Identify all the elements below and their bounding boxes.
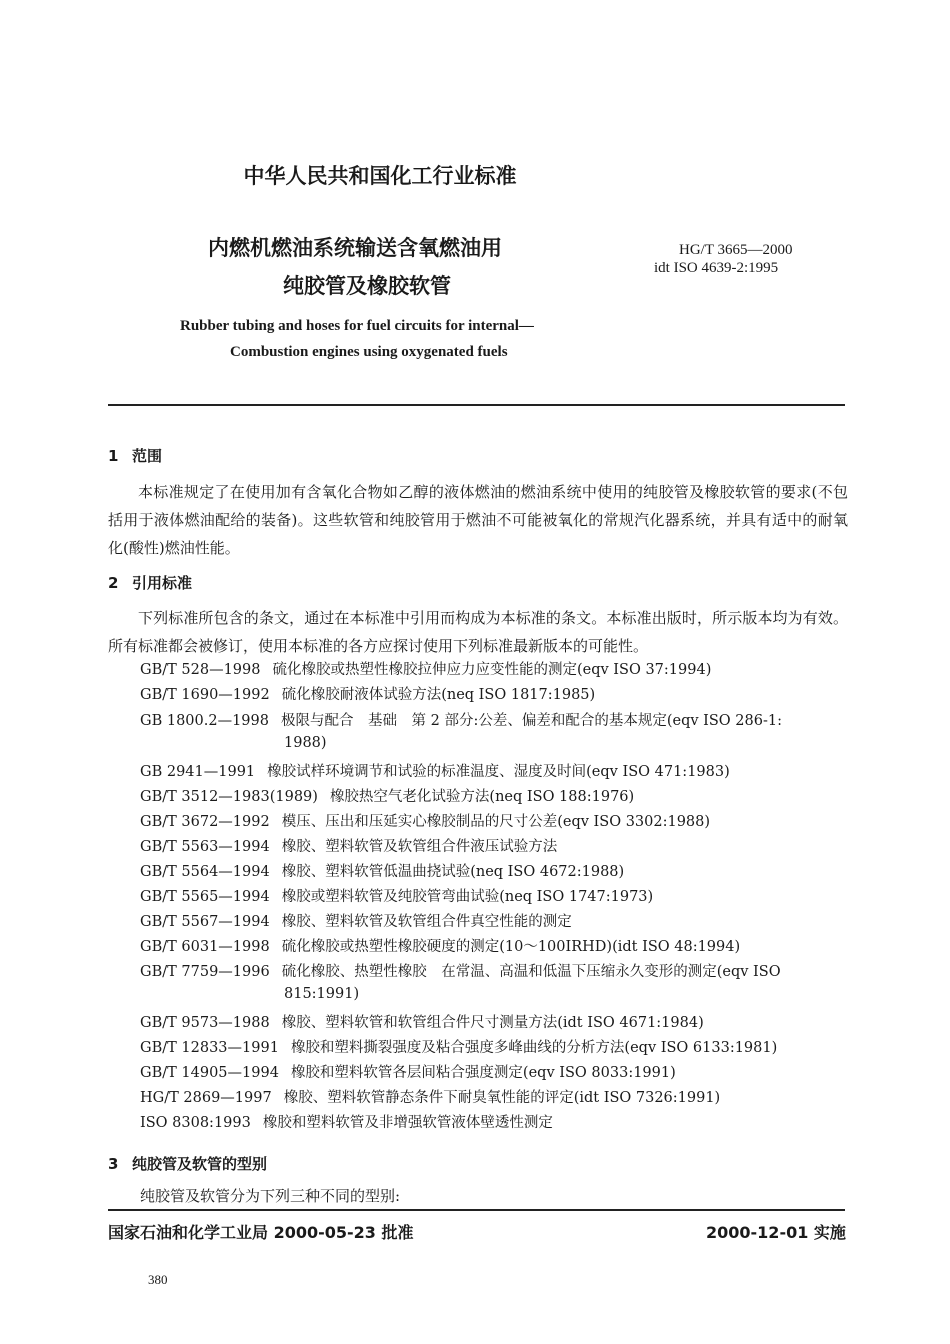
reference-title: 橡胶试样环境调节和试验的标准温度、湿度及时间(eqv ISO 471:1983) <box>267 764 730 780</box>
reference-item <box>140 910 572 931</box>
section-2-heading <box>108 572 192 593</box>
approval-line: 国家石油和化学工业局 2000-05-23 批准 <box>108 1223 414 1242</box>
reference-code: GB/T 3672—1992 <box>140 814 270 830</box>
reference-item <box>140 1061 676 1082</box>
standard-title-line-2: 纯胶管及橡胶软管 <box>283 274 451 298</box>
reference-code: HG/T 2869—1997 <box>140 1090 272 1106</box>
issuing-body-title: 中华人民共和国化工行业标准 <box>243 164 517 188</box>
section-2-body <box>108 604 848 660</box>
footer-divider <box>108 1209 845 1211</box>
reference-title: 硫化橡胶或热塑性橡胶拉伸应力应变性能的测定(eqv ISO 37:1994) <box>272 662 712 678</box>
reference-item <box>140 1086 720 1107</box>
reference-title: 硫化橡胶耐液体试验方法(neq ISO 1817:1985) <box>281 687 596 703</box>
reference-title: 模压、压出和压延实心橡胶制品的尺寸公差(eqv ISO 3302:1988) <box>281 814 711 830</box>
reference-title: 硫化橡胶、热塑性橡胶 在常温、高温和低温下压缩永久变形的测定(eqv ISO <box>281 964 781 980</box>
reference-title: 橡胶、塑料软管和软管组合件尺寸测量方法(idt ISO 4671:1984) <box>281 1015 704 1031</box>
reference-title: 硫化橡胶或热塑性橡胶硬度的测定(10～100IRHD)(idt ISO 48:1994) <box>281 939 741 955</box>
section-3-heading <box>108 1153 267 1174</box>
reference-item <box>140 860 624 881</box>
reference-code: GB/T 5564—1994 <box>140 864 270 880</box>
reference-code: GB/T 5565—1994 <box>140 889 270 905</box>
reference-title: 极限与配合 基础 第 2 部分:公差、偏差和配合的基本规定(eqv ISO 286-1: <box>281 713 782 729</box>
reference-item <box>140 885 653 906</box>
reference-code: GB/T 528—1998 <box>140 662 261 678</box>
section-1-body <box>108 478 848 562</box>
reference-title: 橡胶、塑料软管及软管组合件真空性能的测定 <box>281 914 572 930</box>
reference-title: 橡胶、塑料软管及软管组合件液压试验方法 <box>281 839 558 855</box>
section-2-text: 下列标准所包含的条文，通过在本标准中引用而构成为本标准的条文。本标准出版时，所示版本均为有效。所有标准都会被修订，使用本标准的各方应探讨使用下列标准最新版本的可能性。 <box>108 609 848 655</box>
reference-item <box>140 935 740 956</box>
reference-item <box>140 760 730 781</box>
section-1-heading <box>108 445 162 466</box>
reference-code: GB/T 12833—1991 <box>140 1040 279 1056</box>
section-1-number: 1 <box>108 447 119 465</box>
reference-code: GB/T 1690—1992 <box>140 687 270 703</box>
standard-equivalence: idt ISO 4639-2:1995 <box>654 260 779 276</box>
reference-item <box>140 1111 553 1132</box>
page-number: 380 <box>148 1272 168 1287</box>
reference-item <box>140 785 634 806</box>
section-3-number: 3 <box>108 1155 119 1173</box>
reference-continuation: 815:1991) <box>284 986 360 1002</box>
reference-code: GB/T 14905—1994 <box>140 1065 279 1081</box>
reference-title: 橡胶和塑料软管及非增强软管液体壁透性测定 <box>262 1115 553 1131</box>
reference-title: 橡胶热空气老化试验方法(neq ISO 188:1976) <box>329 789 635 805</box>
reference-item <box>140 1036 777 1057</box>
standard-code: HG/T 3665—2000 <box>679 242 793 258</box>
reference-title: 橡胶、塑料软管低温曲挠试验(neq ISO 4672:1988) <box>281 864 625 880</box>
section-1-text: 本标准规定了在使用加有含氧化合物如乙醇的液体燃油的燃油系统中使用的纯胶管及橡胶软管的要求(不包括用于液体燃油配给的装备)。这些软管和纯胶管用于燃油不可能被氧化的常规汽化器系统，并具有适中的耐氧化(酸性)燃油性能。 <box>108 483 848 557</box>
reference-code: GB 2941—1991 <box>140 764 256 780</box>
reference-title: 橡胶或塑料软管及纯胶管弯曲试验(neq ISO 1747:1973) <box>281 889 654 905</box>
section-1-title: 范围 <box>132 447 163 465</box>
english-title-line-1: Rubber tubing and hoses for fuel circuits for internal— <box>180 318 534 334</box>
reference-code: GB/T 6031—1998 <box>140 939 270 955</box>
english-title-line-2: Combustion engines using oxygenated fuels <box>230 344 508 360</box>
reference-code: ISO 8308:1993 <box>140 1115 251 1131</box>
reference-code: GB/T 3512—1983(1989) <box>140 789 318 805</box>
reference-item <box>140 1011 704 1032</box>
reference-item <box>140 658 711 679</box>
reference-code: GB/T 9573—1988 <box>140 1015 270 1031</box>
reference-item <box>140 810 710 831</box>
standard-title-line-1: 内燃机燃油系统输送含氧燃油用 <box>208 236 502 260</box>
reference-continuation: 1988) <box>284 735 327 751</box>
reference-title: 橡胶和塑料软管各层间粘合强度测定(eqv ISO 8033:1991) <box>290 1065 676 1081</box>
section-2-title: 引用标准 <box>132 574 193 592</box>
header-divider <box>108 404 845 406</box>
section-3-title: 纯胶管及软管的型别 <box>132 1155 268 1173</box>
section-2-number: 2 <box>108 574 119 592</box>
reference-code: GB 1800.2—1998 <box>140 713 269 729</box>
effective-date: 2000-12-01 实施 <box>706 1223 846 1242</box>
reference-code: GB/T 5567—1994 <box>140 914 270 930</box>
reference-code: GB/T 7759—1996 <box>140 964 270 980</box>
reference-item <box>140 960 781 981</box>
reference-code: GB/T 5563—1994 <box>140 839 270 855</box>
reference-title: 橡胶和塑料撕裂强度及粘合强度多峰曲线的分析方法(eqv ISO 6133:1981) <box>290 1040 778 1056</box>
reference-item <box>140 709 782 730</box>
reference-item <box>140 835 557 856</box>
section-3-text: 纯胶管及软管分为下列三种不同的型别: <box>140 1187 401 1205</box>
reference-title: 橡胶、塑料软管静态条件下耐臭氧性能的评定(idt ISO 7326:1991) <box>283 1090 721 1106</box>
reference-item <box>140 683 595 704</box>
